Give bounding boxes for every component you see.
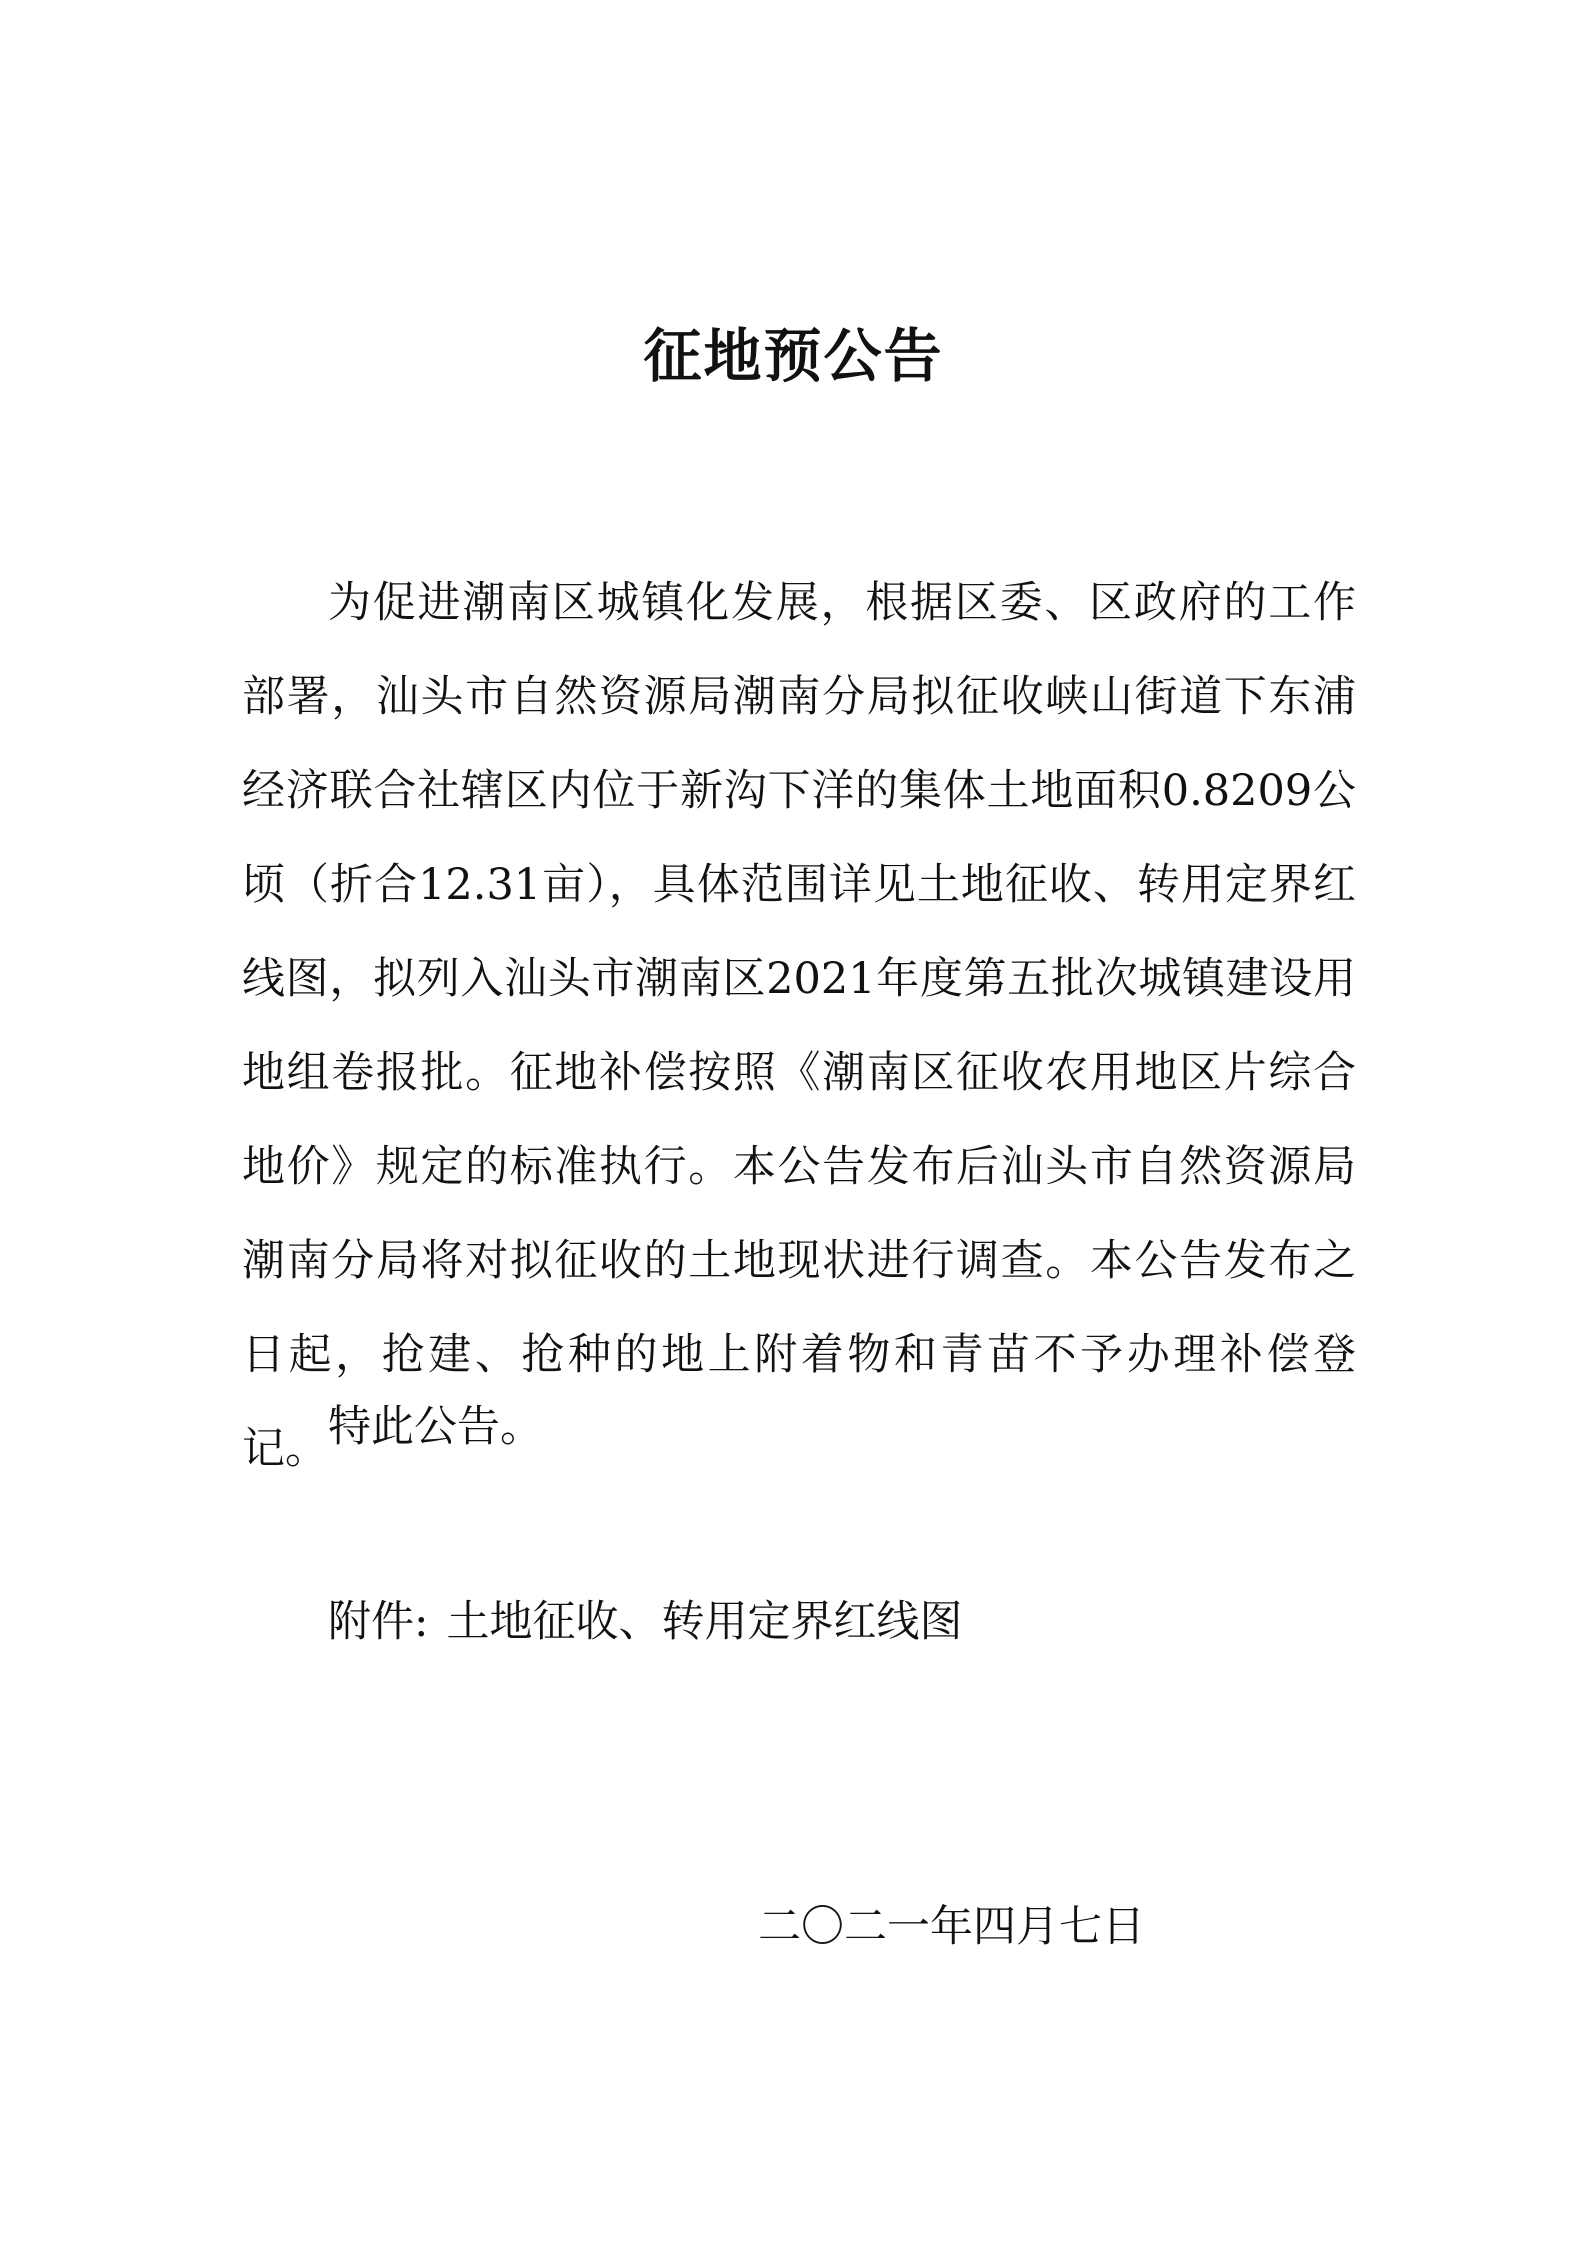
closing-line: 特此公告。 <box>328 1402 543 1452</box>
attachment-title: 土地征收、转用定界红线图 <box>446 1597 963 1647</box>
announcement-body <box>242 556 1356 1496</box>
body-paragraph: 为促进潮南区城镇化发展，根据区委、区政府的工作部署，汕头市自然资源局潮南分局拟征收峡山街道下东浦经济联合社辖区内位于新沟下洋的集体土地面积0.8209公顷（折合12.31亩），具体范围详见土地征收、转用定界红线图，拟列入汕头市潮南区2021年度第五批次城镇建设用地组卷报批。征地补偿按照《潮南区征收农用地区片综合地价》规定的标准执行。本公告发布后汕头市自然资源局潮南分局将对拟征收的土地现状进行调查。本公告发布之日起，抢建、抢种的地上附着物和青苗不予办理补偿登记。 <box>242 578 1356 1474</box>
attachment-line <box>328 1575 963 1669</box>
document-title: 征地预公告 <box>643 322 944 390</box>
attachment-label: 附件: <box>328 1597 429 1647</box>
issue-date: 二〇二一年四月七日 <box>758 1902 1145 1952</box>
